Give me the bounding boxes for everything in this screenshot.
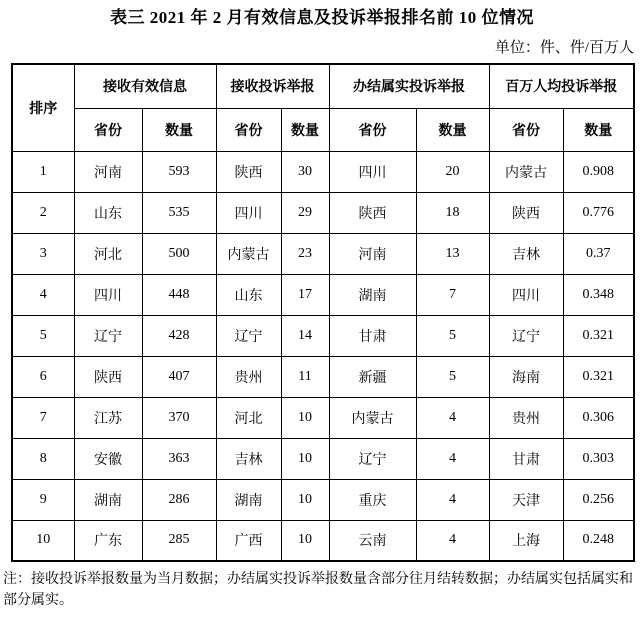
province-cell: 重庆 [329,479,416,520]
count-cell: 0.256 [563,479,634,520]
count-cell: 0.37 [563,233,634,274]
count-cell: 285 [142,520,216,561]
count-cell: 4 [416,438,489,479]
province-cell: 内蒙古 [329,397,416,438]
province-cell: 陕西 [216,151,281,192]
count-cell: 4 [416,520,489,561]
province-cell: 贵州 [216,356,281,397]
province-cell: 广东 [74,520,142,561]
count-cell: 4 [416,479,489,520]
page-title: 表三 2021 年 2 月有效信息及投诉举报排名前 10 位情况 [110,8,534,27]
count-header-cell: 数量 [416,108,489,151]
count-header-cell: 数量 [281,108,329,151]
count-header-cell: 数量 [142,108,216,151]
province-cell: 四川 [329,151,416,192]
province-cell: 山东 [74,192,142,233]
table-row [12,151,634,192]
count-cell: 448 [142,274,216,315]
province-cell: 四川 [74,274,142,315]
count-cell: 535 [142,192,216,233]
count-cell: 363 [142,438,216,479]
rank-cell: 6 [12,356,74,397]
province-header-cell: 省份 [216,108,281,151]
province-cell: 湖南 [74,479,142,520]
count-cell: 10 [281,438,329,479]
count-cell: 0.908 [563,151,634,192]
rank-cell: 10 [12,520,74,561]
rank-cell: 4 [12,274,74,315]
table-row [12,315,634,356]
group-header-received-info: 接收有效信息 [74,64,216,108]
province-cell: 江苏 [74,397,142,438]
count-cell: 5 [416,315,489,356]
count-cell: 0.321 [563,356,634,397]
count-cell: 29 [281,192,329,233]
table-row [12,438,634,479]
province-cell: 辽宁 [489,315,563,356]
count-cell: 0.348 [563,274,634,315]
province-cell: 贵州 [489,397,563,438]
table-row [12,520,634,561]
count-cell: 0.321 [563,315,634,356]
province-cell: 河北 [74,233,142,274]
table-body [12,151,634,561]
group-header-verified-complaints: 办结属实投诉举报 [329,64,489,108]
province-cell: 天津 [489,479,563,520]
count-cell: 370 [142,397,216,438]
table-row [12,479,634,520]
rank-header-cell: 排序 [12,64,74,151]
province-cell: 辽宁 [74,315,142,356]
province-cell: 陕西 [74,356,142,397]
count-cell: 0.303 [563,438,634,479]
rank-cell: 5 [12,315,74,356]
table-row [12,233,634,274]
count-cell: 7 [416,274,489,315]
province-cell: 陕西 [489,192,563,233]
province-cell: 河南 [74,151,142,192]
province-cell: 安徽 [74,438,142,479]
rank-cell: 7 [12,397,74,438]
province-cell: 湖南 [329,274,416,315]
province-cell: 海南 [489,356,563,397]
table-row [12,397,634,438]
group-header-per-million: 百万人均投诉举报 [489,64,634,108]
province-cell: 吉林 [216,438,281,479]
province-header-cell: 省份 [489,108,563,151]
count-cell: 11 [281,356,329,397]
province-cell: 甘肃 [489,438,563,479]
group-header-received-complaints: 接收投诉举报 [216,64,329,108]
count-cell: 30 [281,151,329,192]
province-cell: 山东 [216,274,281,315]
count-header-cell: 数量 [563,108,634,151]
table-header [12,64,634,151]
count-cell: 407 [142,356,216,397]
count-cell: 593 [142,151,216,192]
count-cell: 18 [416,192,489,233]
province-cell: 陕西 [329,192,416,233]
footnote: 注：接收投诉举报数量为当月数据；办结属实投诉举报数量含部分往月结转数据；办结属实包括属实和部分属实。 [3,572,633,608]
table-row [12,356,634,397]
count-cell: 5 [416,356,489,397]
count-cell: 0.776 [563,192,634,233]
province-header-cell: 省份 [74,108,142,151]
table-row [12,274,634,315]
count-cell: 0.306 [563,397,634,438]
province-cell: 河南 [329,233,416,274]
count-cell: 286 [142,479,216,520]
province-cell: 广西 [216,520,281,561]
province-cell: 河北 [216,397,281,438]
province-cell: 内蒙古 [216,233,281,274]
table-row [12,192,634,233]
province-cell: 辽宁 [216,315,281,356]
rank-cell: 2 [12,192,74,233]
province-cell: 四川 [216,192,281,233]
count-cell: 10 [281,520,329,561]
ranking-table [11,63,635,562]
count-cell: 14 [281,315,329,356]
count-cell: 0.248 [563,520,634,561]
count-cell: 23 [281,233,329,274]
count-cell: 428 [142,315,216,356]
rank-cell: 3 [12,233,74,274]
count-cell: 13 [416,233,489,274]
province-cell: 吉林 [489,233,563,274]
count-cell: 10 [281,479,329,520]
rank-cell: 9 [12,479,74,520]
rank-cell: 8 [12,438,74,479]
province-cell: 新疆 [329,356,416,397]
province-header-cell: 省份 [329,108,416,151]
count-cell: 10 [281,397,329,438]
province-cell: 云南 [329,520,416,561]
count-cell: 17 [281,274,329,315]
count-cell: 500 [142,233,216,274]
province-cell: 甘肃 [329,315,416,356]
count-cell: 20 [416,151,489,192]
province-cell: 辽宁 [329,438,416,479]
count-cell: 4 [416,397,489,438]
province-cell: 四川 [489,274,563,315]
rank-cell: 1 [12,151,74,192]
province-cell: 上海 [489,520,563,561]
province-cell: 内蒙古 [489,151,563,192]
unit-label: 单位：件、件/百万人 [494,40,634,56]
province-cell: 湖南 [216,479,281,520]
